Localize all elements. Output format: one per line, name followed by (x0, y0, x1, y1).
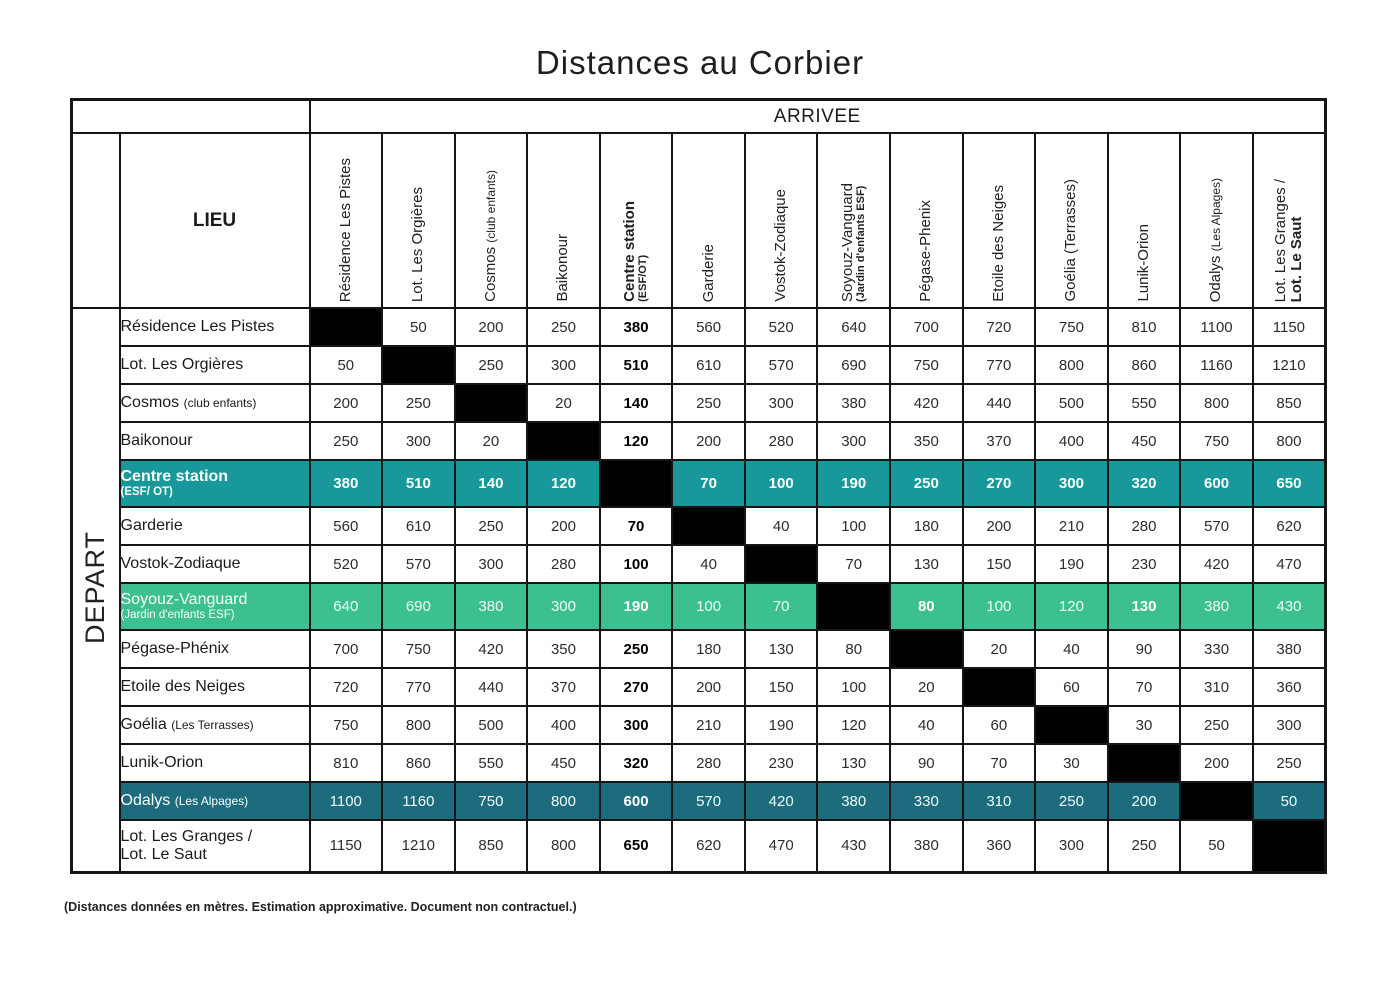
distance-cell: 650 (1253, 460, 1326, 507)
row-header-go-lia: Goélia (Les Terrasses) (120, 706, 310, 744)
distance-cell: 140 (600, 384, 673, 422)
distance-cell: 70 (817, 545, 890, 583)
distance-cell: 620 (672, 820, 745, 872)
column-header-odalys: Odalys (Les Alpages) (1180, 133, 1253, 308)
distance-cell: 520 (310, 545, 383, 583)
distance-cell: 40 (890, 706, 963, 744)
row-header-soyouz-vanguard: Soyouz-Vanguard (Jardin d'enfants ESF) (120, 583, 310, 630)
distance-cell: 30 (1035, 744, 1108, 782)
distance-cell: 70 (745, 583, 818, 630)
distance-cell: 570 (745, 346, 818, 384)
distance-cell: 100 (817, 507, 890, 545)
distance-cell: 600 (1180, 460, 1253, 507)
distance-cell: 620 (1253, 507, 1326, 545)
column-header-soyouz-vanguard: Soyouz-Vanguard (Jardin d'enfants ESF) (817, 133, 890, 308)
distance-cell: 100 (600, 545, 673, 583)
distance-cell: 250 (527, 308, 600, 346)
distance-cell: 510 (382, 460, 455, 507)
distance-cell: 370 (527, 668, 600, 706)
distance-cell: 550 (455, 744, 528, 782)
distance-cell: 560 (310, 507, 383, 545)
distance-cell: 750 (310, 706, 383, 744)
distance-cell: 750 (1035, 308, 1108, 346)
distance-cell: 450 (527, 744, 600, 782)
distance-cell: 310 (963, 782, 1036, 820)
distance-cell: 280 (527, 545, 600, 583)
distance-cell: 300 (817, 422, 890, 460)
table-row-p-gase-ph-nix (72, 630, 1326, 668)
column-header-r-sidence-les-pistes: Résidence Les Pistes (310, 133, 383, 308)
distance-cell: 80 (890, 583, 963, 630)
column-header-row (72, 133, 1326, 308)
distance-cell: 400 (527, 706, 600, 744)
distance-cell: 250 (1180, 706, 1253, 744)
distance-cell: 360 (963, 820, 1036, 872)
distance-cell: 370 (963, 422, 1036, 460)
distance-cell: 690 (382, 583, 455, 630)
distance-cell: 700 (890, 308, 963, 346)
table-row-garderie (72, 507, 1326, 545)
distance-cell: 250 (382, 384, 455, 422)
distance-cell: 750 (455, 782, 528, 820)
distance-cell: 420 (745, 782, 818, 820)
page-title: Distances au Corbier (535, 44, 865, 81)
distance-cell: 380 (310, 460, 383, 507)
distance-cell: 200 (672, 668, 745, 706)
distance-cell: 1150 (1253, 308, 1326, 346)
distance-cell: 300 (455, 545, 528, 583)
column-header-baikonour: Baikonour (527, 133, 600, 308)
distance-cell: 1210 (1253, 346, 1326, 384)
distance-cell: 200 (455, 308, 528, 346)
table-row-vostok-zodiaque (72, 545, 1326, 583)
distance-cell: 520 (745, 308, 818, 346)
diagonal-cell (455, 384, 528, 422)
distance-cell: 100 (672, 583, 745, 630)
distance-cell: 100 (817, 668, 890, 706)
distance-cell: 380 (455, 583, 528, 630)
table-row-baikonour (72, 422, 1326, 460)
diagonal-cell (963, 668, 1036, 706)
column-header-cosmos: Cosmos (club enfants) (455, 133, 528, 308)
column-header-lunik-orion: Lunik-Orion (1108, 133, 1181, 308)
distance-cell: 420 (890, 384, 963, 422)
distance-cell: 770 (963, 346, 1036, 384)
distance-cell: 40 (672, 545, 745, 583)
distance-cell: 430 (1253, 583, 1326, 630)
distance-cell: 800 (527, 820, 600, 872)
distance-cell: 130 (1108, 583, 1181, 630)
column-header-vostok-zodiaque: Vostok-Zodiaque (745, 133, 818, 308)
depart-header: DEPART (72, 308, 120, 872)
diagonal-cell (672, 507, 745, 545)
distance-cell: 750 (382, 630, 455, 668)
distance-cell: 850 (455, 820, 528, 872)
distance-cell: 570 (672, 782, 745, 820)
distance-cell: 610 (382, 507, 455, 545)
distance-cell: 430 (817, 820, 890, 872)
distance-cell: 700 (310, 630, 383, 668)
distance-cell: 380 (817, 782, 890, 820)
table-row-lot-les-granges (72, 820, 1326, 872)
row-header-baikonour: Baikonour (120, 422, 310, 460)
distance-cell: 190 (600, 583, 673, 630)
distance-cell: 250 (672, 384, 745, 422)
table-row-lot-les-orgi-res (72, 346, 1326, 384)
row-header-cosmos: Cosmos (club enfants) (120, 384, 310, 422)
lieu-header: LIEU (120, 133, 310, 308)
distance-cell: 230 (1108, 545, 1181, 583)
distance-cell: 560 (672, 308, 745, 346)
distance-cell: 400 (1035, 422, 1108, 460)
distance-cell: 230 (745, 744, 818, 782)
distance-cell: 250 (455, 507, 528, 545)
distance-cell: 800 (1035, 346, 1108, 384)
distance-cell: 450 (1108, 422, 1181, 460)
distance-cell: 130 (745, 630, 818, 668)
distance-cell: 50 (310, 346, 383, 384)
diagonal-cell (600, 460, 673, 507)
distance-cell: 690 (817, 346, 890, 384)
table-row-soyouz-vanguard (72, 583, 1326, 630)
distance-cell: 100 (745, 460, 818, 507)
distance-cell: 420 (1180, 545, 1253, 583)
distance-cell: 90 (1108, 630, 1181, 668)
row-header-p-gase-ph-nix: Pégase-Phénix (120, 630, 310, 668)
distance-cell: 180 (672, 630, 745, 668)
distance-cell: 40 (745, 507, 818, 545)
distance-cell: 250 (890, 460, 963, 507)
distance-cell: 320 (1108, 460, 1181, 507)
column-header-p-gase-phenix: Pégase-Phenix (890, 133, 963, 308)
distance-cell: 570 (382, 545, 455, 583)
distance-cell: 190 (817, 460, 890, 507)
distance-cell: 210 (672, 706, 745, 744)
row-header-odalys: Odalys (Les Alpages) (120, 782, 310, 820)
distance-cell: 360 (1253, 668, 1326, 706)
arrivee-header: ARRIVEE (310, 100, 1326, 134)
distance-cell: 250 (600, 630, 673, 668)
distance-cell: 380 (1180, 583, 1253, 630)
table-row-odalys (72, 782, 1326, 820)
distance-cell: 200 (310, 384, 383, 422)
distance-cell: 570 (1180, 507, 1253, 545)
column-header-lot-les-granges: Lot. Les Granges / Lot. Le Saut (1253, 133, 1326, 308)
distance-cell: 20 (455, 422, 528, 460)
distance-cell: 120 (527, 460, 600, 507)
distance-cell: 500 (1035, 384, 1108, 422)
distance-cell: 300 (745, 384, 818, 422)
row-header-lot-les-granges: Lot. Les Granges / Lot. Le Saut (120, 820, 310, 872)
table-row-centre-station (72, 460, 1326, 507)
distance-cell: 810 (1108, 308, 1181, 346)
distance-cell: 270 (963, 460, 1036, 507)
distance-cell: 800 (1180, 384, 1253, 422)
distance-cell: 70 (600, 507, 673, 545)
distance-cell: 20 (963, 630, 1036, 668)
diagonal-cell (1180, 782, 1253, 820)
distance-cell: 280 (745, 422, 818, 460)
diagonal-cell (817, 583, 890, 630)
distance-cell: 750 (1180, 422, 1253, 460)
distance-cell: 130 (817, 744, 890, 782)
distance-cell: 550 (1108, 384, 1181, 422)
distance-cell: 120 (1035, 583, 1108, 630)
distance-cell: 640 (817, 308, 890, 346)
diagonal-cell (527, 422, 600, 460)
distance-cell: 50 (1253, 782, 1326, 820)
distance-cell: 280 (672, 744, 745, 782)
distance-cell: 120 (600, 422, 673, 460)
distance-cell: 470 (745, 820, 818, 872)
distance-cell: 70 (1108, 668, 1181, 706)
distance-cell: 140 (455, 460, 528, 507)
distance-cell: 330 (890, 782, 963, 820)
distance-cell: 470 (1253, 545, 1326, 583)
distance-cell: 800 (527, 782, 600, 820)
document-page (0, 44, 1400, 992)
distance-cell: 380 (817, 384, 890, 422)
distance-cell: 510 (600, 346, 673, 384)
distance-cell: 200 (527, 507, 600, 545)
distance-cell: 320 (600, 744, 673, 782)
distance-cell: 720 (310, 668, 383, 706)
distance-cell: 40 (1035, 630, 1108, 668)
column-header-go-lia-terrasses: Goélia (Terrasses) (1035, 133, 1108, 308)
distance-cell: 80 (817, 630, 890, 668)
column-header-etoile-des-neiges: Etoile des Neiges (963, 133, 1036, 308)
column-header-garderie: Garderie (672, 133, 745, 308)
distance-cell: 750 (890, 346, 963, 384)
distance-cell: 800 (1253, 422, 1326, 460)
distance-cell: 1160 (382, 782, 455, 820)
distance-cell: 190 (1035, 545, 1108, 583)
column-header-centre-station: Centre station (ESF/OT) (600, 133, 673, 308)
distance-cell: 130 (890, 545, 963, 583)
distance-cell: 200 (672, 422, 745, 460)
diagonal-cell (310, 308, 383, 346)
arrivee-row (72, 100, 1326, 134)
distance-cell: 300 (1253, 706, 1326, 744)
distance-cell: 200 (1108, 782, 1181, 820)
distance-cell: 420 (455, 630, 528, 668)
distance-cell: 350 (890, 422, 963, 460)
distance-cell: 120 (817, 706, 890, 744)
row-header-garderie: Garderie (120, 507, 310, 545)
distance-cell: 1160 (1180, 346, 1253, 384)
distance-cell: 300 (1035, 820, 1108, 872)
distance-cell: 380 (600, 308, 673, 346)
distance-cell: 440 (963, 384, 1036, 422)
distance-cell: 190 (745, 706, 818, 744)
row-header-vostok-zodiaque: Vostok-Zodiaque (120, 545, 310, 583)
distance-table (70, 98, 1327, 874)
distance-cell: 640 (310, 583, 383, 630)
diagonal-cell (745, 545, 818, 583)
distance-cell: 150 (963, 545, 1036, 583)
distance-cell: 1150 (310, 820, 383, 872)
distance-cell: 60 (1035, 668, 1108, 706)
distance-cell: 860 (382, 744, 455, 782)
table-row-cosmos (72, 384, 1326, 422)
distance-cell: 380 (890, 820, 963, 872)
distance-cell: 300 (382, 422, 455, 460)
distance-cell: 30 (1108, 706, 1181, 744)
distance-cell: 1100 (310, 782, 383, 820)
distance-cell: 300 (600, 706, 673, 744)
distance-cell: 800 (382, 706, 455, 744)
distance-cell: 250 (455, 346, 528, 384)
distance-cell: 20 (527, 384, 600, 422)
diagonal-cell (1108, 744, 1181, 782)
distance-cell: 850 (1253, 384, 1326, 422)
distance-cell: 200 (963, 507, 1036, 545)
distance-cell: 380 (1253, 630, 1326, 668)
distance-cell: 650 (600, 820, 673, 872)
distance-cell: 270 (600, 668, 673, 706)
distance-cell: 210 (1035, 507, 1108, 545)
distance-cell: 50 (382, 308, 455, 346)
row-header-centre-station: Centre station (ESF/ OT) (120, 460, 310, 507)
distance-cell: 310 (1180, 668, 1253, 706)
row-header-r-sidence-les-pistes: Résidence Les Pistes (120, 308, 310, 346)
distance-cell: 180 (890, 507, 963, 545)
footer-note: (Distances données en mètres. Estimation approximative. Document non contractuel.) (64, 899, 577, 914)
distance-cell: 1100 (1180, 308, 1253, 346)
diagonal-cell (382, 346, 455, 384)
row-header-lot-les-orgi-res: Lot. Les Orgières (120, 346, 310, 384)
distance-cell: 20 (890, 668, 963, 706)
distance-cell: 250 (1108, 820, 1181, 872)
distance-cell: 440 (455, 668, 528, 706)
spacer (72, 133, 120, 308)
distance-cell: 330 (1180, 630, 1253, 668)
distance-cell: 610 (672, 346, 745, 384)
distance-cell: 200 (1180, 744, 1253, 782)
table-row-etoile-des-neiges (72, 668, 1326, 706)
distance-cell: 70 (963, 744, 1036, 782)
distance-cell: 1210 (382, 820, 455, 872)
spacer (72, 100, 310, 134)
table-row-lunik-orion (72, 744, 1326, 782)
distance-cell: 860 (1108, 346, 1181, 384)
distance-cell: 350 (527, 630, 600, 668)
distance-cell: 500 (455, 706, 528, 744)
distance-cell: 250 (1035, 782, 1108, 820)
diagonal-cell (890, 630, 963, 668)
distance-cell: 300 (527, 583, 600, 630)
distance-cell: 100 (963, 583, 1036, 630)
distance-cell: 250 (310, 422, 383, 460)
column-header-lot-les-orgi-res: Lot. Les Orgières (382, 133, 455, 308)
distance-cell: 600 (600, 782, 673, 820)
distance-cell: 720 (963, 308, 1036, 346)
distance-cell: 300 (527, 346, 600, 384)
distance-cell: 60 (963, 706, 1036, 744)
diagonal-cell (1035, 706, 1108, 744)
distance-cell: 810 (310, 744, 383, 782)
distance-cell: 150 (745, 668, 818, 706)
distance-cell: 90 (890, 744, 963, 782)
table-row-r-sidence-les-pistes (72, 308, 1326, 346)
distance-cell: 250 (1253, 744, 1326, 782)
row-header-etoile-des-neiges: Etoile des Neiges (120, 668, 310, 706)
table-row-go-lia (72, 706, 1326, 744)
distance-cell: 50 (1180, 820, 1253, 872)
diagonal-cell (1253, 820, 1326, 872)
distance-cell: 280 (1108, 507, 1181, 545)
distance-cell: 70 (672, 460, 745, 507)
row-header-lunik-orion: Lunik-Orion (120, 744, 310, 782)
distance-cell: 300 (1035, 460, 1108, 507)
distance-cell: 770 (382, 668, 455, 706)
